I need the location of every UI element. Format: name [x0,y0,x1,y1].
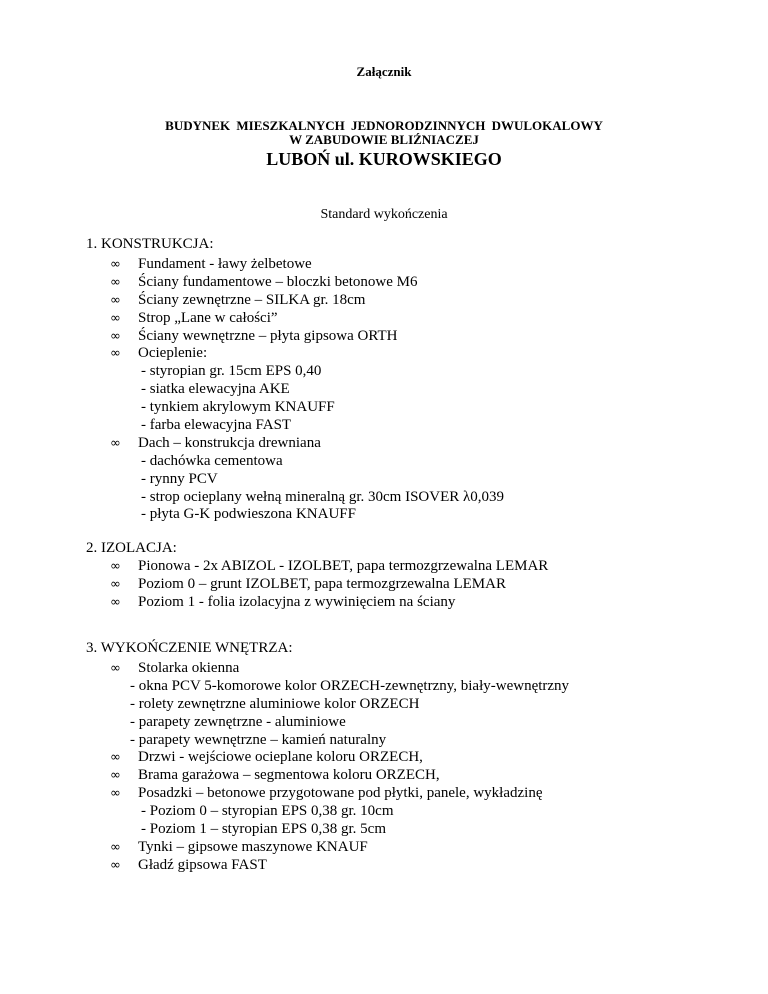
list-item [0,594,768,612]
section-title-wykonczenie: 3. WYKOŃCZENIE WNĘTRZA: [86,640,293,656]
title-line-2: W ZABUDOWIE BLIŹNIACZEJ [289,132,479,147]
sub-item-text: - okna PCV 5-komorowe kolor ORZECH-zewnętrzny, biały-wewnętrzny [130,677,570,694]
sub-item-text: - strop ocieplany wełną mineralną gr. 30cm ISOVER λ0,039 [141,488,505,505]
title-line-1: BUDYNEK MIESZKALNYCH JEDNORODZINNYCH DWULOKALOWY [165,118,603,133]
bullet-icon: ∞ [110,786,121,802]
list-item [0,506,768,524]
list-item [0,821,768,839]
sub-item-text: - dachówka cementowa [141,452,283,469]
list-item [0,363,768,381]
sub-item-text: - tynkiem akrylowym KNAUFF [141,399,335,416]
bullet-text: Ściany zewnętrzne – SILKA gr. 18cm [138,291,366,308]
section-title-konstrukcja: 1. KONSTRUKCJA: [86,236,214,252]
list-item [0,256,768,274]
bullet-text: Brama garażowa – segmentowa koloru ORZECH, [138,767,440,784]
bullet-icon: ∞ [110,257,121,272]
list-item [0,696,768,714]
sub-item-text: - płyta G-K podwieszona KNAUFF [141,506,356,523]
list-item [0,399,768,417]
list-item [0,558,768,576]
bullet-text: Gładź gipsowa FAST [138,856,267,873]
bullet-text: Ocieplenie: [138,345,208,362]
list-item [0,292,768,310]
sub-item-text: - rynny PCV [141,470,218,487]
bullet-text: Strop „Lane w całości” [138,309,278,326]
section-list-konstrukcja [0,256,768,524]
bullet-icon: ∞ [110,346,121,362]
sub-item-text: - Poziom 1 – styropian EPS 0,38 gr. 5cm [141,821,386,838]
list-item [0,345,768,363]
bullet-icon: ∞ [110,594,121,610]
list-item [0,767,768,785]
bullet-icon: ∞ [110,839,121,855]
list-item [0,381,768,399]
sub-item-text: - rolety zewnętrzne aluminiowe kolor ORZECH [130,695,420,712]
list-item [0,714,768,732]
bullet-text: Drzwi - wejściowe ocieplane koloru ORZECH, [138,749,423,766]
list-item [0,489,768,507]
list-item [0,803,768,821]
bullet-text: Tynki – gipsowe maszynowe KNAUF [138,838,368,855]
sub-item-text: - parapety wewnętrzne – kamień naturalny [130,731,387,748]
list-item [0,274,768,292]
title-line-3: LUBOŃ ul. KUROWSKIEGO [266,149,502,169]
attachment-label: Załącznik [356,64,412,79]
sub-item-text: - styropian gr. 15cm EPS 0,40 [141,363,322,380]
bullet-icon: ∞ [110,576,121,592]
bullet-text: Poziom 0 – grunt IZOLBET, papa termozgrzewalna LEMAR [138,575,506,592]
list-item [0,310,768,328]
bullet-text: Poziom 1 - folia izolacyjna z wywinięciem na ściany [138,593,456,610]
list-item [0,576,768,594]
list-item [0,471,768,489]
bullet-icon: ∞ [110,750,121,766]
list-item [0,660,768,678]
list-item [0,732,768,750]
bullet-text: Stolarka okienna [138,660,240,676]
bullet-text: Pionowa - 2x ABIZOL - IZOLBET, papa termozgrzewalna LEMAR [138,558,549,574]
section-list-izolacja [0,558,768,612]
list-item [0,785,768,803]
list-item [0,417,768,435]
section-title-izolacja: 2. IZOLACJA: [86,540,177,556]
subtitle: Standard wykończenia [320,207,448,222]
list-item [0,435,768,453]
bullet-icon: ∞ [110,274,121,290]
bullet-icon: ∞ [110,559,121,574]
bullet-icon: ∞ [110,857,121,873]
bullet-text: Ściany wewnętrzne – płyta gipsowa ORTH [138,327,398,344]
list-item [0,328,768,346]
bullet-text: Ściany fundamentowe – bloczki betonowe M6 [138,273,418,290]
bullet-icon: ∞ [110,328,121,344]
bullet-icon: ∞ [110,768,121,784]
list-item [0,749,768,767]
list-item [0,453,768,471]
bullet-icon: ∞ [110,661,121,676]
bullet-text: Dach – konstrukcja drewniana [138,434,321,451]
list-item [0,839,768,857]
section-list-wykonczenie [0,660,768,875]
sub-item-text: - Poziom 0 – styropian EPS 0,38 gr. 10cm [141,803,394,820]
list-item [0,678,768,696]
sub-item-text: - farba elewacyjna FAST [141,417,292,434]
bullet-icon: ∞ [110,435,121,451]
bullet-text: Posadzki – betonowe przygotowane pod płytki, panele, wykładzinę [138,785,543,802]
list-item [0,857,768,875]
sub-item-text: - parapety zewnętrzne - aluminiowe [130,713,346,730]
bullet-icon: ∞ [110,292,121,308]
sub-item-text: - siatka elewacyjna AKE [141,381,290,398]
bullet-icon: ∞ [110,310,121,326]
bullet-text: Fundament - ławy żelbetowe [138,256,312,272]
